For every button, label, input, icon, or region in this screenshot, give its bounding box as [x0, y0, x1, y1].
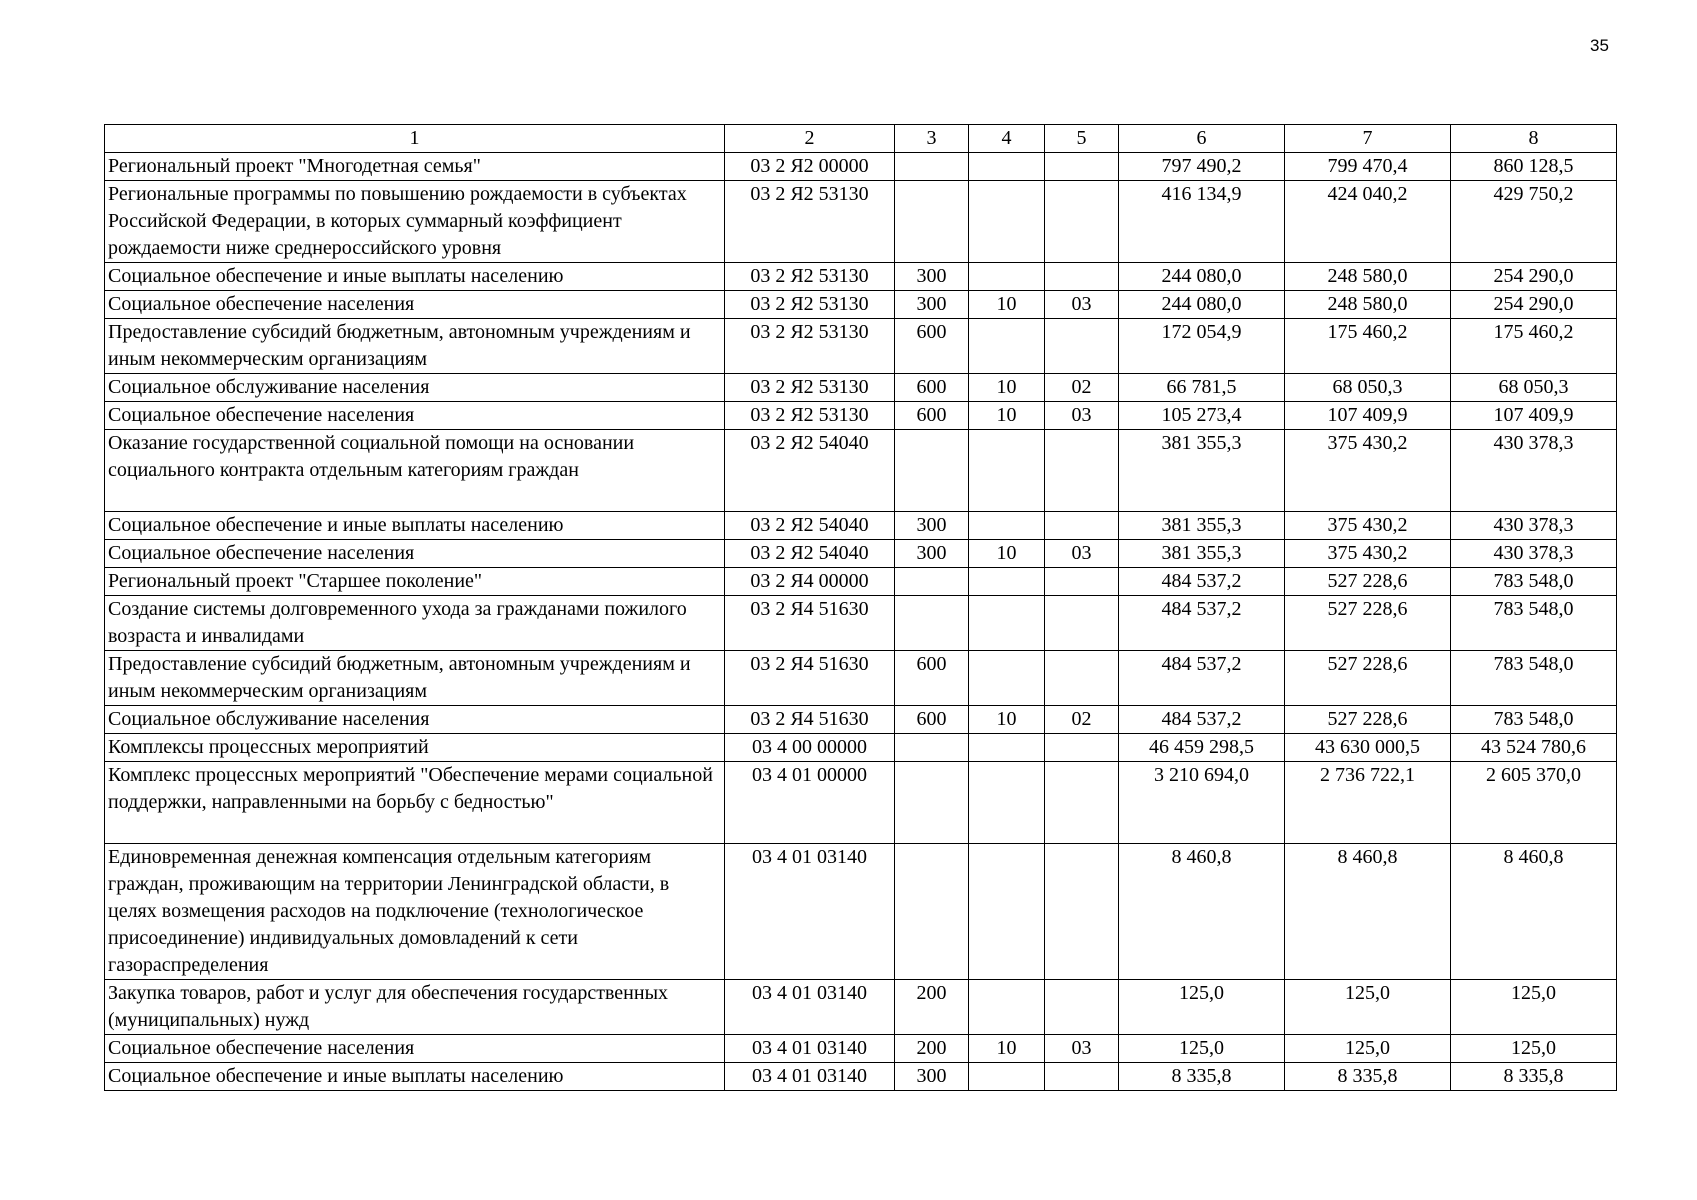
- cell-value-col7: 527 228,6: [1285, 596, 1451, 651]
- cell-subsection: [1045, 762, 1119, 844]
- cell-value-col6: 484 537,2: [1119, 596, 1285, 651]
- cell-value-col8: 783 548,0: [1451, 568, 1617, 596]
- cell-value-col8: 783 548,0: [1451, 596, 1617, 651]
- cell-subsection: [1045, 1063, 1119, 1091]
- cell-value-col6: 484 537,2: [1119, 706, 1285, 734]
- header-cell-5: 5: [1045, 125, 1119, 153]
- cell-value-col6: 8 335,8: [1119, 1063, 1285, 1091]
- table-row: [105, 596, 1617, 651]
- table-row: [105, 762, 1617, 844]
- cell-target-code: 03 2 Я2 54040: [725, 540, 895, 568]
- cell-subsection: [1045, 596, 1119, 651]
- cell-value-col8: 107 409,9: [1451, 402, 1617, 430]
- cell-value-col8: 429 750,2: [1451, 181, 1617, 263]
- cell-name: Региональный проект "Старшее поколение": [105, 568, 725, 596]
- cell-name: Социальное обеспечение населения: [105, 402, 725, 430]
- cell-expense-type: [895, 596, 969, 651]
- cell-subsection: 02: [1045, 706, 1119, 734]
- cell-expense-type: [895, 181, 969, 263]
- cell-value-col6: 484 537,2: [1119, 568, 1285, 596]
- cell-value-col8: 8 335,8: [1451, 1063, 1617, 1091]
- cell-target-code: 03 2 Я2 53130: [725, 263, 895, 291]
- table-row: [105, 181, 1617, 263]
- cell-subsection: [1045, 319, 1119, 374]
- cell-value-col7: 68 050,3: [1285, 374, 1451, 402]
- budget-table: [104, 124, 1617, 1091]
- cell-value-col8: 430 378,3: [1451, 512, 1617, 540]
- cell-value-col8: 783 548,0: [1451, 651, 1617, 706]
- cell-target-code: 03 2 Я2 53130: [725, 402, 895, 430]
- cell-value-col7: 8 335,8: [1285, 1063, 1451, 1091]
- cell-section: [969, 980, 1045, 1035]
- cell-target-code: 03 2 Я2 00000: [725, 153, 895, 181]
- cell-value-col7: 527 228,6: [1285, 651, 1451, 706]
- cell-value-col7: 8 460,8: [1285, 844, 1451, 980]
- cell-value-col8: 43 524 780,6: [1451, 734, 1617, 762]
- cell-subsection: 02: [1045, 374, 1119, 402]
- cell-expense-type: 200: [895, 1035, 969, 1063]
- cell-value-col7: 375 430,2: [1285, 512, 1451, 540]
- cell-value-col7: 424 040,2: [1285, 181, 1451, 263]
- cell-expense-type: [895, 734, 969, 762]
- cell-target-code: 03 2 Я4 51630: [725, 596, 895, 651]
- cell-value-col6: 381 355,3: [1119, 540, 1285, 568]
- cell-value-col8: 125,0: [1451, 1035, 1617, 1063]
- cell-value-col6: 381 355,3: [1119, 512, 1285, 540]
- cell-value-col6: 105 273,4: [1119, 402, 1285, 430]
- table-body: [105, 153, 1617, 1091]
- cell-subsection: [1045, 153, 1119, 181]
- cell-value-col6: 244 080,0: [1119, 263, 1285, 291]
- cell-target-code: 03 2 Я4 51630: [725, 706, 895, 734]
- cell-value-col8: 860 128,5: [1451, 153, 1617, 181]
- cell-section: [969, 568, 1045, 596]
- cell-name: Социальное обеспечение населения: [105, 291, 725, 319]
- cell-section: [969, 651, 1045, 706]
- cell-expense-type: 600: [895, 374, 969, 402]
- cell-subsection: [1045, 734, 1119, 762]
- cell-value-col6: 244 080,0: [1119, 291, 1285, 319]
- cell-expense-type: [895, 568, 969, 596]
- cell-name: Оказание государственной социальной помощи на основании социального контракта отдельным категориям граждан: [105, 430, 725, 512]
- cell-name: Социальное обслуживание населения: [105, 706, 725, 734]
- cell-name: Социальное обеспечение населения: [105, 540, 725, 568]
- table-row: [105, 430, 1617, 512]
- cell-value-col7: 248 580,0: [1285, 263, 1451, 291]
- cell-value-col7: 527 228,6: [1285, 568, 1451, 596]
- cell-section: [969, 319, 1045, 374]
- cell-target-code: 03 2 Я2 53130: [725, 291, 895, 319]
- cell-section: 10: [969, 540, 1045, 568]
- budget-table-container: [104, 124, 1617, 1091]
- cell-subsection: 03: [1045, 1035, 1119, 1063]
- cell-name: Предоставление субсидий бюджетным, автономным учреждениям и иным некоммерческим организациям: [105, 319, 725, 374]
- table-row: [105, 263, 1617, 291]
- page-number: 35: [1590, 36, 1609, 55]
- table-row: [105, 980, 1617, 1035]
- cell-expense-type: 300: [895, 512, 969, 540]
- cell-target-code: 03 4 01 03140: [725, 844, 895, 980]
- cell-name: Создание системы долговременного ухода за гражданами пожилого возраста и инвалидами: [105, 596, 725, 651]
- cell-value-col7: 125,0: [1285, 1035, 1451, 1063]
- cell-value-col7: 375 430,2: [1285, 430, 1451, 512]
- cell-subsection: 03: [1045, 402, 1119, 430]
- cell-target-code: 03 2 Я4 00000: [725, 568, 895, 596]
- cell-value-col8: 125,0: [1451, 980, 1617, 1035]
- cell-section: [969, 844, 1045, 980]
- table-row: [105, 402, 1617, 430]
- cell-expense-type: 300: [895, 263, 969, 291]
- cell-name: Комплекс процессных мероприятий "Обеспечение мерами социальной поддержки, направленными на борьбу с бедностью": [105, 762, 725, 844]
- header-cell-4: 4: [969, 125, 1045, 153]
- cell-value-col7: 375 430,2: [1285, 540, 1451, 568]
- cell-value-col7: 107 409,9: [1285, 402, 1451, 430]
- table-row: [105, 844, 1617, 980]
- cell-value-col8: 175 460,2: [1451, 319, 1617, 374]
- table-row: [105, 568, 1617, 596]
- cell-value-col7: 125,0: [1285, 980, 1451, 1035]
- cell-section: [969, 430, 1045, 512]
- cell-section: 10: [969, 1035, 1045, 1063]
- table-row: [105, 706, 1617, 734]
- cell-name: Социальное обеспечение населения: [105, 1035, 725, 1063]
- cell-section: 10: [969, 291, 1045, 319]
- cell-value-col6: 484 537,2: [1119, 651, 1285, 706]
- table-row: [105, 540, 1617, 568]
- cell-value-col8: 8 460,8: [1451, 844, 1617, 980]
- cell-name: Закупка товаров, работ и услуг для обеспечения государственных (муниципальных) нужд: [105, 980, 725, 1035]
- cell-expense-type: [895, 153, 969, 181]
- cell-subsection: [1045, 181, 1119, 263]
- cell-subsection: [1045, 263, 1119, 291]
- cell-section: [969, 512, 1045, 540]
- table-row: [105, 1035, 1617, 1063]
- cell-subsection: [1045, 512, 1119, 540]
- cell-target-code: 03 4 01 03140: [725, 1035, 895, 1063]
- header-cell-8: 8: [1451, 125, 1617, 153]
- cell-value-col8: 430 378,3: [1451, 430, 1617, 512]
- cell-section: [969, 153, 1045, 181]
- cell-section: [969, 734, 1045, 762]
- cell-expense-type: 600: [895, 402, 969, 430]
- cell-value-col8: 2 605 370,0: [1451, 762, 1617, 844]
- cell-value-col8: 430 378,3: [1451, 540, 1617, 568]
- cell-section: 10: [969, 706, 1045, 734]
- cell-expense-type: 600: [895, 651, 969, 706]
- cell-target-code: 03 2 Я2 53130: [725, 181, 895, 263]
- table-row: [105, 374, 1617, 402]
- cell-value-col8: 254 290,0: [1451, 291, 1617, 319]
- cell-value-col6: 125,0: [1119, 1035, 1285, 1063]
- table-row: [105, 319, 1617, 374]
- cell-value-col6: 66 781,5: [1119, 374, 1285, 402]
- cell-expense-type: 600: [895, 706, 969, 734]
- cell-target-code: 03 2 Я2 53130: [725, 319, 895, 374]
- cell-expense-type: 300: [895, 1063, 969, 1091]
- table-row: [105, 651, 1617, 706]
- cell-value-col7: 527 228,6: [1285, 706, 1451, 734]
- cell-target-code: 03 2 Я2 53130: [725, 374, 895, 402]
- cell-target-code: 03 4 01 03140: [725, 980, 895, 1035]
- cell-subsection: [1045, 430, 1119, 512]
- cell-value-col6: 416 134,9: [1119, 181, 1285, 263]
- cell-name: Социальное обеспечение и иные выплаты населению: [105, 1063, 725, 1091]
- cell-value-col8: 254 290,0: [1451, 263, 1617, 291]
- header-cell-3: 3: [895, 125, 969, 153]
- cell-name: Комплексы процессных мероприятий: [105, 734, 725, 762]
- cell-subsection: [1045, 844, 1119, 980]
- cell-section: [969, 762, 1045, 844]
- cell-section: [969, 596, 1045, 651]
- cell-subsection: [1045, 980, 1119, 1035]
- cell-subsection: 03: [1045, 540, 1119, 568]
- cell-expense-type: 600: [895, 319, 969, 374]
- table-row: [105, 512, 1617, 540]
- cell-name: Социальное обслуживание населения: [105, 374, 725, 402]
- cell-expense-type: [895, 844, 969, 980]
- cell-expense-type: 300: [895, 291, 969, 319]
- cell-value-col8: 68 050,3: [1451, 374, 1617, 402]
- cell-name: Единовременная денежная компенсация отдельным категориям граждан, проживающим на территории Ленинградской области, в целях возмещения расходов на подключение (технологическое присоединение) индивидуальных домовладений к сети газораспределения: [105, 844, 725, 980]
- cell-name: Региональный проект "Многодетная семья": [105, 153, 725, 181]
- cell-name: Социальное обеспечение и иные выплаты населению: [105, 512, 725, 540]
- header-cell-7: 7: [1285, 125, 1451, 153]
- cell-subsection: 03: [1045, 291, 1119, 319]
- cell-section: [969, 1063, 1045, 1091]
- cell-target-code: 03 4 01 00000: [725, 762, 895, 844]
- cell-expense-type: [895, 762, 969, 844]
- cell-value-col6: 381 355,3: [1119, 430, 1285, 512]
- cell-name: Социальное обеспечение и иные выплаты населению: [105, 263, 725, 291]
- cell-subsection: [1045, 651, 1119, 706]
- cell-value-col6: 8 460,8: [1119, 844, 1285, 980]
- cell-section: [969, 181, 1045, 263]
- cell-target-code: 03 2 Я2 54040: [725, 430, 895, 512]
- header-cell-1: 1: [105, 125, 725, 153]
- cell-target-code: 03 2 Я4 51630: [725, 651, 895, 706]
- cell-expense-type: 300: [895, 540, 969, 568]
- cell-value-col6: 46 459 298,5: [1119, 734, 1285, 762]
- cell-value-col6: 172 054,9: [1119, 319, 1285, 374]
- cell-value-col7: 43 630 000,5: [1285, 734, 1451, 762]
- cell-expense-type: [895, 430, 969, 512]
- cell-value-col7: 175 460,2: [1285, 319, 1451, 374]
- header-cell-2: 2: [725, 125, 895, 153]
- header-cell-6: 6: [1119, 125, 1285, 153]
- cell-value-col6: 125,0: [1119, 980, 1285, 1035]
- cell-value-col6: 797 490,2: [1119, 153, 1285, 181]
- cell-value-col7: 248 580,0: [1285, 291, 1451, 319]
- cell-name: Региональные программы по повышению рождаемости в субъектах Российской Федерации, в которых суммарный коэффициент рождаемости ниже среднероссийского уровня: [105, 181, 725, 263]
- table-row: [105, 734, 1617, 762]
- cell-section: [969, 263, 1045, 291]
- cell-value-col6: 3 210 694,0: [1119, 762, 1285, 844]
- cell-target-code: 03 2 Я2 54040: [725, 512, 895, 540]
- table-row: [105, 291, 1617, 319]
- cell-target-code: 03 4 00 00000: [725, 734, 895, 762]
- table-row: [105, 153, 1617, 181]
- cell-section: 10: [969, 374, 1045, 402]
- cell-expense-type: 200: [895, 980, 969, 1035]
- table-row: [105, 1063, 1617, 1091]
- cell-value-col7: 799 470,4: [1285, 153, 1451, 181]
- cell-name: Предоставление субсидий бюджетным, автономным учреждениям и иным некоммерческим организациям: [105, 651, 725, 706]
- cell-subsection: [1045, 568, 1119, 596]
- header-row: [105, 125, 1617, 153]
- cell-value-col7: 2 736 722,1: [1285, 762, 1451, 844]
- cell-section: 10: [969, 402, 1045, 430]
- cell-target-code: 03 4 01 03140: [725, 1063, 895, 1091]
- cell-value-col8: 783 548,0: [1451, 706, 1617, 734]
